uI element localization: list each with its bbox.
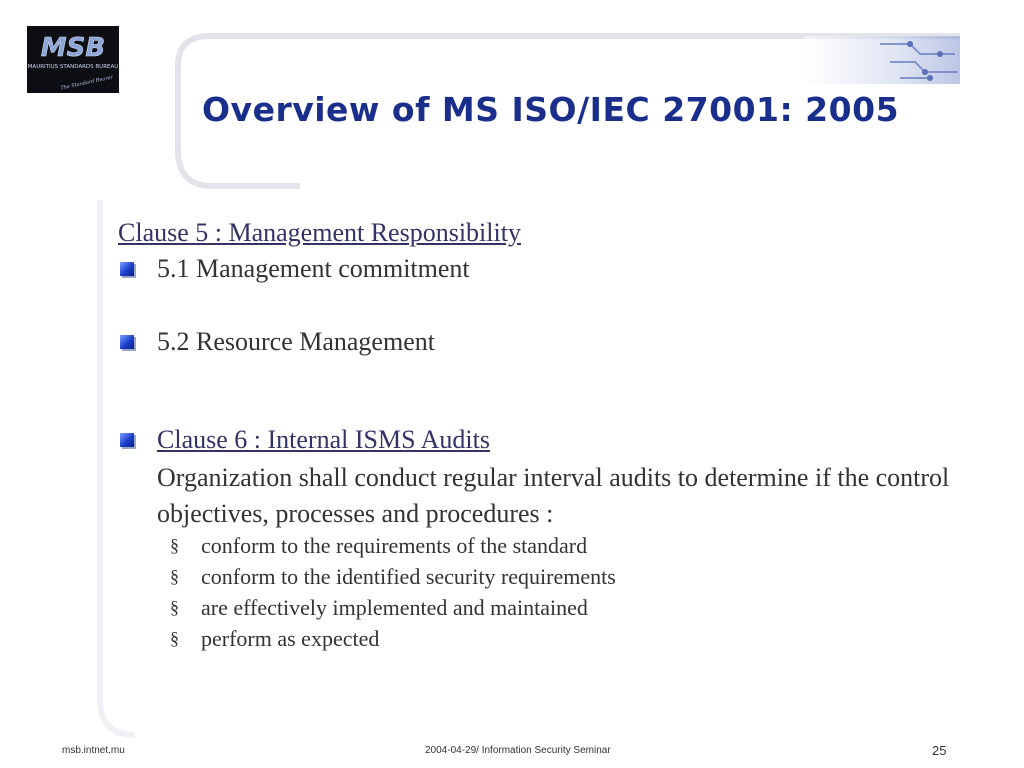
list-item [170, 592, 616, 623]
sub-item-text: conform to the requirements of the standard [201, 533, 588, 558]
bullet-icon [120, 262, 134, 276]
list-item [170, 623, 616, 654]
list-item [170, 530, 616, 561]
clause6-sub-list [170, 530, 616, 654]
clause6-heading: Clause 6 : Internal ISMS Audits [157, 425, 490, 454]
msb-logo [27, 26, 119, 93]
circuit-motif [805, 36, 960, 84]
logo-tagline: The Standard Bearer [60, 74, 114, 92]
clause5-heading: Clause 5 : Management Responsibility [118, 218, 521, 247]
clause5-item-1: 5.1 Management commitment [157, 254, 470, 283]
footer-event: 2004-04-29/ Information Security Seminar [425, 745, 611, 756]
slide-title: Overview of MS ISO/IEC 27001: 2005 [202, 90, 900, 129]
sub-item-text: perform as expected [201, 626, 380, 651]
sub-item-text: are effectively implemented and maintained [201, 595, 588, 620]
section-sign-icon: § [170, 597, 179, 617]
list-item [170, 561, 616, 592]
left-line-pattern [0, 100, 175, 196]
clause5-item-2: 5.2 Resource Management [157, 327, 435, 356]
section-sign-icon: § [170, 535, 179, 555]
section-sign-icon: § [170, 566, 179, 586]
footer-website: msb.intnet.mu [62, 745, 125, 756]
body-bracket [100, 200, 135, 735]
section-sign-icon: § [170, 628, 179, 648]
bullet-icon [120, 335, 134, 349]
page-number: 25 [932, 743, 947, 758]
bullet-icon [120, 433, 134, 447]
sub-item-text: conform to the identified security requirements [201, 564, 616, 589]
logo-sub-text: MAURITIUS STANDARDS BUREAU [27, 64, 119, 70]
clause6-paragraph: Organization shall conduct regular interval audits to determine if the control objectives, processes and procedures : [157, 463, 950, 528]
logo-main-text: MSB [40, 33, 106, 63]
